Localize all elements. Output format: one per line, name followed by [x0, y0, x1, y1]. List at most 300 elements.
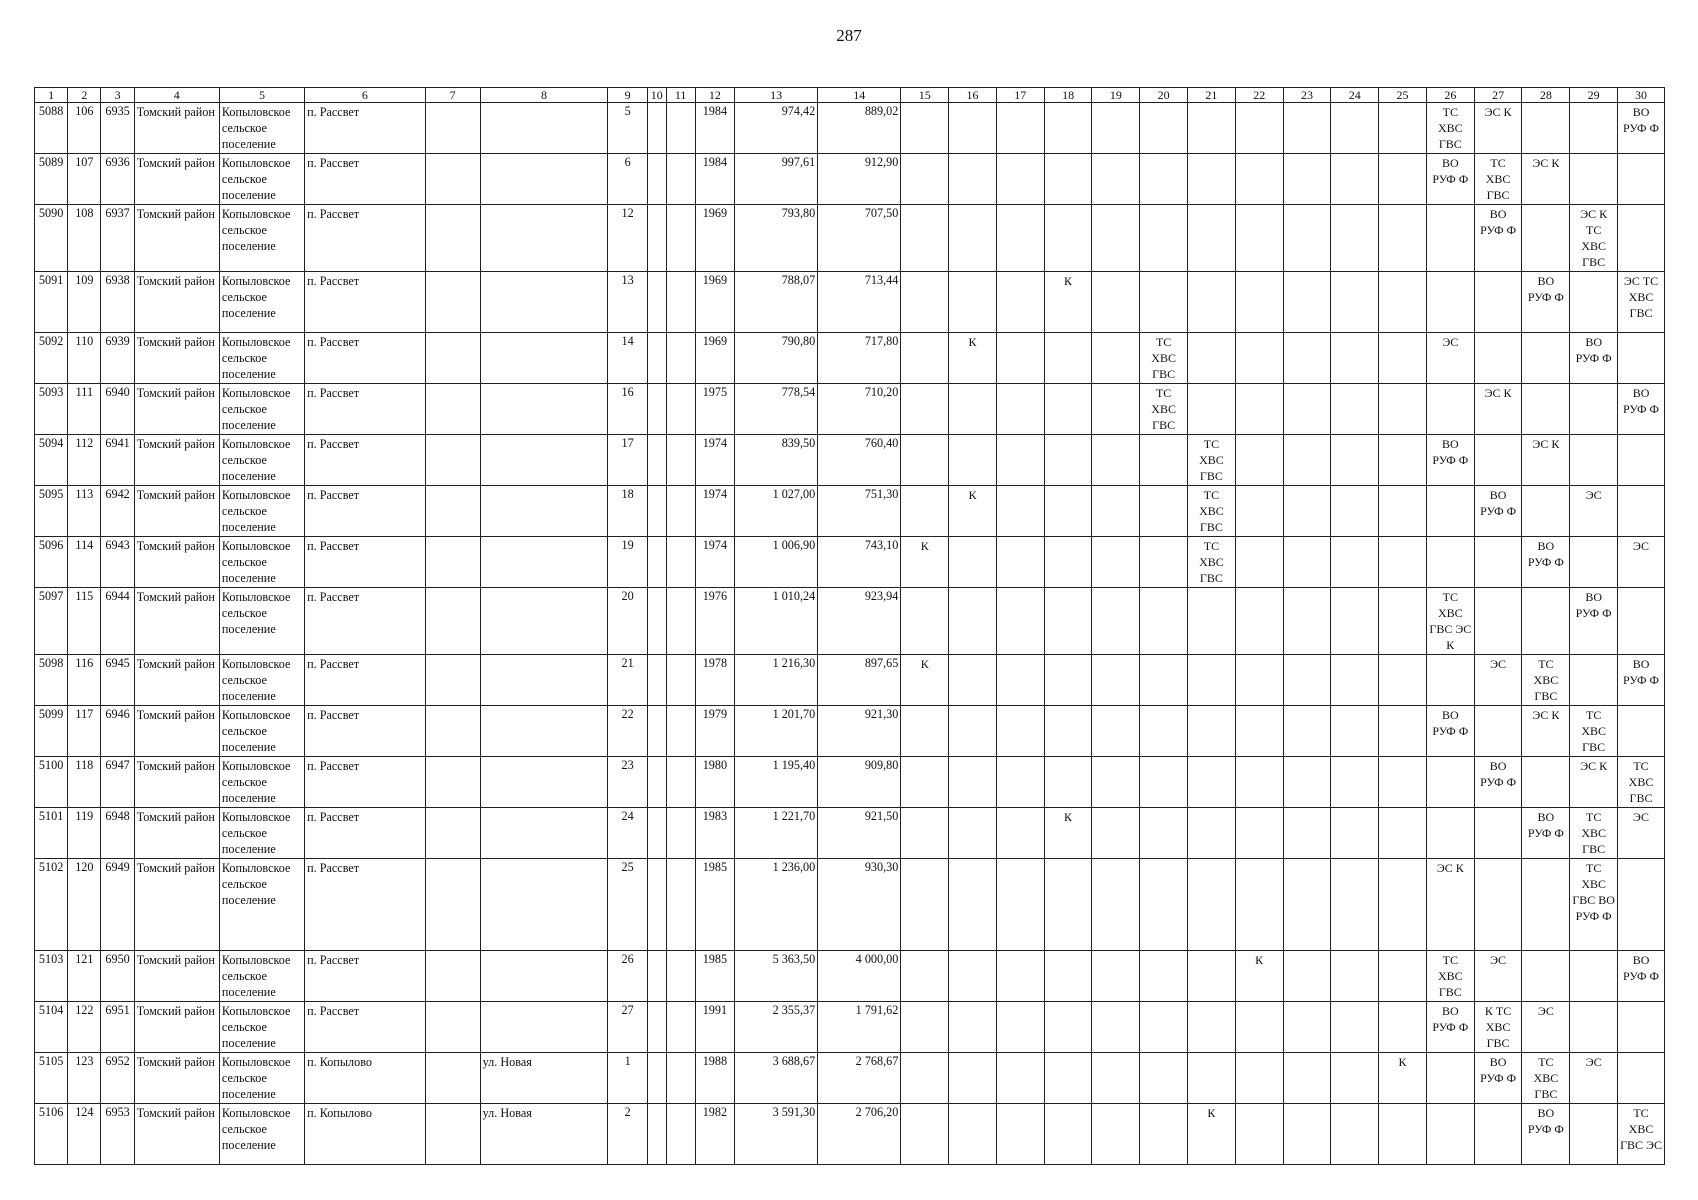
- table-cell: [1188, 706, 1236, 757]
- table-cell: [949, 435, 997, 486]
- column-header: 25: [1379, 88, 1427, 103]
- table-cell: [996, 333, 1044, 384]
- table-cell: ВО РУФ Ф: [1570, 333, 1618, 384]
- table-cell: [1570, 655, 1618, 706]
- table-cell: [1283, 808, 1331, 859]
- table-cell: Копыловское сельское поселение: [219, 859, 304, 951]
- table-cell: [1426, 1104, 1474, 1165]
- table-cell: [1379, 808, 1427, 859]
- table-cell: [1570, 103, 1618, 154]
- table-cell: [901, 1104, 949, 1165]
- table-row: [35, 588, 1665, 655]
- table-cell: [1331, 384, 1379, 435]
- table-cell: [480, 272, 608, 333]
- table-cell: [425, 537, 480, 588]
- table-cell: [1379, 103, 1427, 154]
- table-cell: [666, 272, 695, 333]
- table-row: [35, 1053, 1665, 1104]
- table-cell: 909,80: [818, 757, 901, 808]
- table-cell: [996, 1104, 1044, 1165]
- table-cell: [1331, 486, 1379, 537]
- table-cell: [1522, 588, 1570, 655]
- table-cell: Томский район: [134, 486, 219, 537]
- column-header: 16: [949, 88, 997, 103]
- table-cell: п. Рассвет: [305, 205, 426, 272]
- table-cell: [1140, 588, 1188, 655]
- table-cell: ВО РУФ Ф: [1474, 486, 1522, 537]
- table-cell: [949, 859, 997, 951]
- table-cell: ВО РУФ Ф: [1618, 384, 1665, 435]
- table-cell: [1426, 384, 1474, 435]
- table-cell: [1235, 205, 1283, 272]
- table-cell: [1140, 1053, 1188, 1104]
- table-cell: [1331, 1053, 1379, 1104]
- table-cell: [1522, 951, 1570, 1002]
- table-cell: [1570, 384, 1618, 435]
- column-header: 23: [1283, 88, 1331, 103]
- table-cell: 6939: [101, 333, 134, 384]
- table-cell: 1 201,70: [735, 706, 818, 757]
- header-row: [35, 88, 1665, 103]
- table-cell: Копыловское сельское поселение: [219, 706, 304, 757]
- table-cell: п. Рассвет: [305, 588, 426, 655]
- table-cell: 5102: [35, 859, 68, 951]
- table-cell: ВО РУФ Ф: [1474, 757, 1522, 808]
- column-header: 12: [695, 88, 734, 103]
- table-cell: Томский район: [134, 384, 219, 435]
- table-cell: 1969: [695, 205, 734, 272]
- column-header: 27: [1474, 88, 1522, 103]
- table-cell: [1379, 154, 1427, 205]
- table-cell: [1283, 757, 1331, 808]
- table-cell: Томский район: [134, 205, 219, 272]
- table-cell: [647, 154, 666, 205]
- table-cell: ТС ХВС ГВС: [1140, 333, 1188, 384]
- table-cell: 1974: [695, 435, 734, 486]
- table-cell: [1522, 333, 1570, 384]
- table-cell: [1044, 706, 1092, 757]
- table-cell: 1988: [695, 1053, 734, 1104]
- table-cell: [1331, 808, 1379, 859]
- table-cell: [1474, 808, 1522, 859]
- table-cell: [1522, 205, 1570, 272]
- table-cell: [1140, 486, 1188, 537]
- table-cell: [1188, 384, 1236, 435]
- table-cell: [1474, 537, 1522, 588]
- table-cell: 106: [68, 103, 101, 154]
- table-cell: 113: [68, 486, 101, 537]
- table-cell: [1379, 706, 1427, 757]
- table-cell: [1379, 951, 1427, 1002]
- table-cell: [1283, 272, 1331, 333]
- table-cell: п. Рассвет: [305, 1002, 426, 1053]
- table-cell: [1235, 655, 1283, 706]
- table-cell: 912,90: [818, 154, 901, 205]
- table-cell: ТС ХВС ГВС: [1570, 808, 1618, 859]
- table-cell: [647, 706, 666, 757]
- table-cell: п. Рассвет: [305, 537, 426, 588]
- table-cell: 1 027,00: [735, 486, 818, 537]
- table-cell: Томский район: [134, 537, 219, 588]
- table-cell: [1140, 435, 1188, 486]
- table-cell: [480, 588, 608, 655]
- table-row: [35, 154, 1665, 205]
- table-cell: [480, 154, 608, 205]
- table-cell: 26: [608, 951, 647, 1002]
- table-cell: 1975: [695, 384, 734, 435]
- table-cell: 5088: [35, 103, 68, 154]
- table-cell: 14: [608, 333, 647, 384]
- table-cell: 2 355,37: [735, 1002, 818, 1053]
- table-cell: 1 006,90: [735, 537, 818, 588]
- table-cell: [949, 205, 997, 272]
- table-cell: ЭС К: [1522, 706, 1570, 757]
- table-cell: [666, 103, 695, 154]
- table-cell: Копыловское сельское поселение: [219, 1002, 304, 1053]
- table-cell: [647, 384, 666, 435]
- table-cell: [901, 272, 949, 333]
- table-cell: 108: [68, 205, 101, 272]
- table-cell: [1235, 1002, 1283, 1053]
- table-cell: [1140, 1002, 1188, 1053]
- table-cell: [1570, 951, 1618, 1002]
- table-cell: [480, 951, 608, 1002]
- table-cell: [480, 706, 608, 757]
- table-cell: [949, 808, 997, 859]
- table-cell: [1426, 1053, 1474, 1104]
- table-cell: [425, 154, 480, 205]
- table-cell: 1976: [695, 588, 734, 655]
- table-cell: 5099: [35, 706, 68, 757]
- table-cell: [1618, 205, 1665, 272]
- table-cell: [1618, 706, 1665, 757]
- table-cell: [1426, 486, 1474, 537]
- table-cell: Копыловское сельское поселение: [219, 103, 304, 154]
- table-cell: 122: [68, 1002, 101, 1053]
- table-cell: [1235, 1053, 1283, 1104]
- table-cell: [996, 1053, 1044, 1104]
- table-cell: [1283, 537, 1331, 588]
- table-cell: [901, 808, 949, 859]
- table-cell: [1618, 333, 1665, 384]
- table-cell: [1283, 1104, 1331, 1165]
- table-cell: [1379, 537, 1427, 588]
- table-cell: 112: [68, 435, 101, 486]
- table-cell: 1979: [695, 706, 734, 757]
- table-cell: Копыловское сельское поселение: [219, 205, 304, 272]
- table-cell: [1188, 1002, 1236, 1053]
- table-cell: 20: [608, 588, 647, 655]
- table-cell: К: [1188, 1104, 1236, 1165]
- table-cell: 5 363,50: [735, 951, 818, 1002]
- table-cell: [1092, 486, 1140, 537]
- table-cell: [1140, 154, 1188, 205]
- table-cell: 4 000,00: [818, 951, 901, 1002]
- table-cell: [1235, 486, 1283, 537]
- table-cell: 6942: [101, 486, 134, 537]
- table-cell: ТС ХВС ГВС: [1188, 435, 1236, 486]
- table-cell: [1140, 951, 1188, 1002]
- table-cell: [1044, 154, 1092, 205]
- table-cell: ЭС К: [1570, 757, 1618, 808]
- table-cell: [1092, 951, 1140, 1002]
- table-cell: [1140, 655, 1188, 706]
- table-cell: [996, 706, 1044, 757]
- table-cell: [1474, 272, 1522, 333]
- table-cell: 124: [68, 1104, 101, 1165]
- table-cell: 24: [608, 808, 647, 859]
- table-cell: [1044, 588, 1092, 655]
- table-cell: п. Копылово: [305, 1104, 426, 1165]
- table-cell: Копыловское сельское поселение: [219, 951, 304, 1002]
- table-cell: [480, 384, 608, 435]
- table-cell: [949, 1104, 997, 1165]
- table-row: [35, 808, 1665, 859]
- column-header: 13: [735, 88, 818, 103]
- table-cell: [996, 808, 1044, 859]
- table-cell: [1235, 435, 1283, 486]
- table-cell: [647, 859, 666, 951]
- table-cell: [1140, 859, 1188, 951]
- table-cell: [1283, 1053, 1331, 1104]
- table-cell: [1379, 435, 1427, 486]
- table-cell: [996, 486, 1044, 537]
- table-row: [35, 951, 1665, 1002]
- table-cell: 1974: [695, 486, 734, 537]
- table-cell: [1140, 103, 1188, 154]
- table-cell: 1 216,30: [735, 655, 818, 706]
- table-cell: [1522, 757, 1570, 808]
- table-cell: [1379, 333, 1427, 384]
- table-cell: [1188, 154, 1236, 205]
- table-cell: [666, 1104, 695, 1165]
- table-cell: 760,40: [818, 435, 901, 486]
- table-cell: ВО РУФ Ф: [1426, 154, 1474, 205]
- table-cell: 1 195,40: [735, 757, 818, 808]
- table-cell: [996, 384, 1044, 435]
- table-cell: п. Рассвет: [305, 272, 426, 333]
- table-cell: ЭС К: [1474, 384, 1522, 435]
- table-cell: Копыловское сельское поселение: [219, 808, 304, 859]
- table-cell: [1426, 808, 1474, 859]
- table-cell: Томский район: [134, 655, 219, 706]
- table-cell: ЭС: [1522, 1002, 1570, 1053]
- table-cell: 921,50: [818, 808, 901, 859]
- table-cell: [1379, 486, 1427, 537]
- table-cell: [1426, 537, 1474, 588]
- table-cell: [480, 537, 608, 588]
- table-cell: [1379, 1104, 1427, 1165]
- table-cell: 1 236,00: [735, 859, 818, 951]
- table-cell: [1092, 435, 1140, 486]
- table-cell: [1570, 154, 1618, 205]
- table-cell: [1379, 859, 1427, 951]
- table-cell: 6944: [101, 588, 134, 655]
- table-cell: 6937: [101, 205, 134, 272]
- table-cell: [480, 808, 608, 859]
- table-cell: [1235, 154, 1283, 205]
- table-cell: [1235, 1104, 1283, 1165]
- column-header: 14: [818, 88, 901, 103]
- table-cell: Томский район: [134, 435, 219, 486]
- table-cell: [1140, 272, 1188, 333]
- table-cell: ТС ХВС ГВС: [1474, 154, 1522, 205]
- table-cell: [480, 757, 608, 808]
- table-cell: ЭС: [1474, 951, 1522, 1002]
- table-cell: [1188, 1053, 1236, 1104]
- table-cell: [425, 486, 480, 537]
- table-cell: 6945: [101, 655, 134, 706]
- table-cell: 1978: [695, 655, 734, 706]
- table-cell: 3 688,67: [735, 1053, 818, 1104]
- table-cell: [1235, 537, 1283, 588]
- table-cell: К: [1044, 272, 1092, 333]
- table-cell: 23: [608, 757, 647, 808]
- table-cell: [1235, 333, 1283, 384]
- column-header: 8: [480, 88, 608, 103]
- table-cell: [949, 588, 997, 655]
- table-cell: [1188, 103, 1236, 154]
- table-cell: ЭС ТС ХВС ГВС: [1618, 272, 1665, 333]
- table-cell: 751,30: [818, 486, 901, 537]
- column-header: 2: [68, 88, 101, 103]
- table-cell: 110: [68, 333, 101, 384]
- table-cell: 114: [68, 537, 101, 588]
- column-header: 17: [996, 88, 1044, 103]
- table-cell: 921,30: [818, 706, 901, 757]
- table-row: [35, 103, 1665, 154]
- table-cell: 5105: [35, 1053, 68, 1104]
- table-cell: [1044, 435, 1092, 486]
- table-cell: 18: [608, 486, 647, 537]
- table-cell: 5100: [35, 757, 68, 808]
- table-cell: [949, 757, 997, 808]
- table-cell: 5: [608, 103, 647, 154]
- table-cell: 1985: [695, 951, 734, 1002]
- table-cell: [425, 951, 480, 1002]
- table-cell: 5106: [35, 1104, 68, 1165]
- table-cell: ВО РУФ Ф: [1426, 435, 1474, 486]
- table-cell: 6949: [101, 859, 134, 951]
- table-cell: ЭС: [1570, 486, 1618, 537]
- table-cell: К: [949, 486, 997, 537]
- table-cell: [1235, 272, 1283, 333]
- table-cell: [1283, 951, 1331, 1002]
- table-body: [35, 103, 1665, 1165]
- table-cell: [1188, 588, 1236, 655]
- table-cell: [1426, 205, 1474, 272]
- table-cell: [1092, 103, 1140, 154]
- table-cell: 120: [68, 859, 101, 951]
- table-cell: 1974: [695, 537, 734, 588]
- table-cell: Томский район: [134, 757, 219, 808]
- table-cell: [901, 333, 949, 384]
- table-cell: [1283, 588, 1331, 655]
- table-cell: 1969: [695, 272, 734, 333]
- table-cell: [949, 384, 997, 435]
- table-cell: 1984: [695, 103, 734, 154]
- table-cell: [425, 1104, 480, 1165]
- table-cell: ТС ХВС ГВС: [1522, 655, 1570, 706]
- table-cell: [1092, 1053, 1140, 1104]
- table-cell: 5101: [35, 808, 68, 859]
- table-cell: [647, 435, 666, 486]
- table-cell: [666, 1053, 695, 1104]
- table-cell: [666, 486, 695, 537]
- table-cell: 6952: [101, 1053, 134, 1104]
- table-cell: 6947: [101, 757, 134, 808]
- table-cell: ЭС: [1426, 333, 1474, 384]
- table-cell: [1140, 757, 1188, 808]
- table-cell: [425, 384, 480, 435]
- table-cell: п. Рассвет: [305, 655, 426, 706]
- table-cell: [949, 103, 997, 154]
- column-header: 9: [608, 88, 647, 103]
- table-cell: [1283, 486, 1331, 537]
- table-cell: [480, 333, 608, 384]
- table-cell: [1235, 706, 1283, 757]
- table-cell: 5097: [35, 588, 68, 655]
- table-cell: [1283, 706, 1331, 757]
- table-cell: 6948: [101, 808, 134, 859]
- table-cell: [1092, 757, 1140, 808]
- table-cell: Копыловское сельское поселение: [219, 757, 304, 808]
- table-cell: [1618, 859, 1665, 951]
- table-cell: [666, 706, 695, 757]
- table-cell: [425, 859, 480, 951]
- table-cell: [480, 486, 608, 537]
- table-cell: [1618, 1053, 1665, 1104]
- table-cell: [1044, 486, 1092, 537]
- table-cell: 116: [68, 655, 101, 706]
- table-cell: [1188, 951, 1236, 1002]
- table-cell: 930,30: [818, 859, 901, 951]
- table-cell: 1985: [695, 859, 734, 951]
- table-cell: ул. Новая: [480, 1053, 608, 1104]
- table-cell: [480, 435, 608, 486]
- table-cell: [425, 655, 480, 706]
- column-header: 30: [1618, 88, 1665, 103]
- table-cell: [1379, 757, 1427, 808]
- table-row: [35, 1002, 1665, 1053]
- table-row: [35, 1104, 1665, 1165]
- table-cell: [901, 154, 949, 205]
- table-cell: ТС ХВС ГВС: [1522, 1053, 1570, 1104]
- table-cell: [1188, 272, 1236, 333]
- table-cell: 5104: [35, 1002, 68, 1053]
- table-cell: 6951: [101, 1002, 134, 1053]
- table-cell: 115: [68, 588, 101, 655]
- table-cell: 121: [68, 951, 101, 1002]
- table-cell: [1235, 859, 1283, 951]
- table-cell: ВО РУФ Ф: [1618, 103, 1665, 154]
- table-cell: 707,50: [818, 205, 901, 272]
- table-cell: 923,94: [818, 588, 901, 655]
- table-cell: Томский район: [134, 1002, 219, 1053]
- table-cell: ТС ХВС ГВС: [1426, 951, 1474, 1002]
- table-cell: [1331, 655, 1379, 706]
- table-cell: [666, 951, 695, 1002]
- table-cell: п. Рассвет: [305, 103, 426, 154]
- table-cell: 19: [608, 537, 647, 588]
- table-cell: [1044, 384, 1092, 435]
- table-cell: [1283, 205, 1331, 272]
- table-cell: [1331, 757, 1379, 808]
- table-cell: [1140, 1104, 1188, 1165]
- table-cell: 13: [608, 272, 647, 333]
- table-row: [35, 333, 1665, 384]
- table-cell: К: [1235, 951, 1283, 1002]
